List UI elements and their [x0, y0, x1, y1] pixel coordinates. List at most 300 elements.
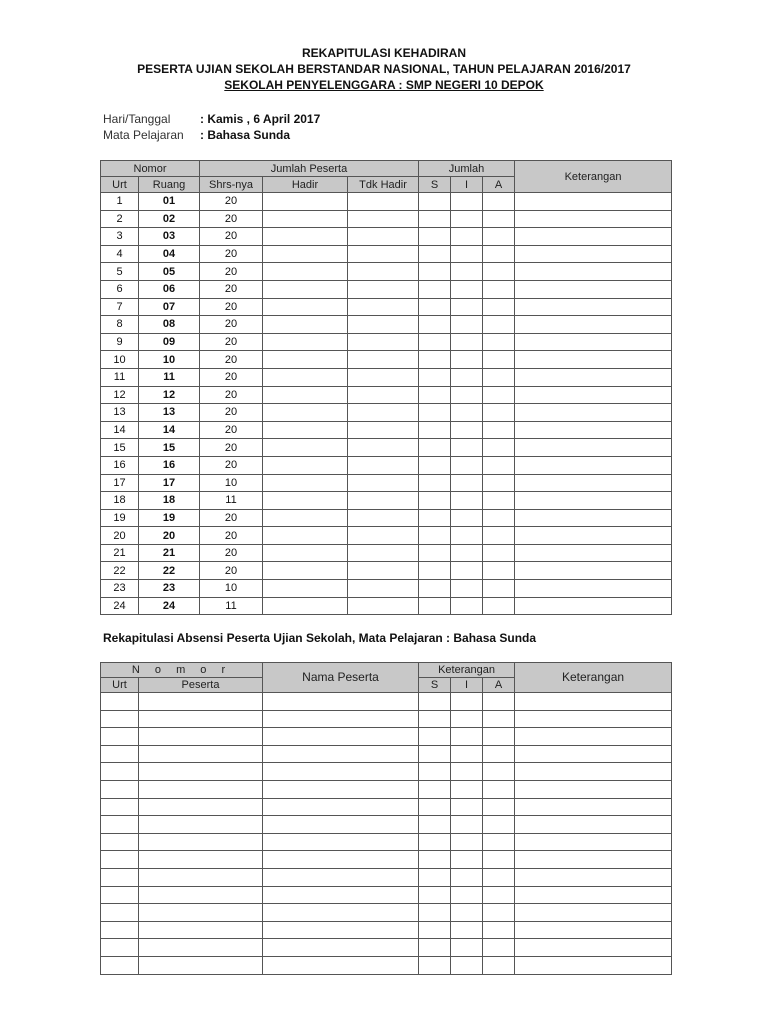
tdk-hadir-cell[interactable]: [348, 439, 419, 457]
urt-cell[interactable]: [101, 780, 139, 798]
a-cell[interactable]: [483, 728, 515, 746]
keterangan-cell[interactable]: [515, 939, 672, 957]
keterangan-cell[interactable]: [515, 597, 672, 615]
peserta-cell[interactable]: [139, 798, 263, 816]
s-cell[interactable]: [419, 263, 451, 281]
keterangan-cell[interactable]: [515, 351, 672, 369]
tdk-hadir-cell[interactable]: [348, 280, 419, 298]
hadir-cell[interactable]: [263, 316, 348, 334]
i-cell[interactable]: [451, 386, 483, 404]
a-cell[interactable]: [483, 298, 515, 316]
s-cell[interactable]: [419, 298, 451, 316]
i-cell[interactable]: [451, 228, 483, 246]
peserta-cell[interactable]: [139, 904, 263, 922]
urt-cell[interactable]: [101, 693, 139, 711]
keterangan-cell[interactable]: [515, 851, 672, 869]
keterangan-cell[interactable]: [515, 693, 672, 711]
a-cell[interactable]: [483, 921, 515, 939]
i-cell[interactable]: [451, 868, 483, 886]
i-cell[interactable]: [451, 509, 483, 527]
tdk-hadir-cell[interactable]: [348, 597, 419, 615]
shrs-cell: 20: [200, 404, 263, 422]
s-cell[interactable]: [419, 921, 451, 939]
table-row: [101, 886, 672, 904]
a-cell[interactable]: [483, 280, 515, 298]
keterangan-cell[interactable]: [515, 210, 672, 228]
a-cell[interactable]: [483, 368, 515, 386]
a-cell[interactable]: [483, 228, 515, 246]
i-cell[interactable]: [451, 544, 483, 562]
s-cell[interactable]: [419, 386, 451, 404]
tdk-hadir-cell[interactable]: [348, 245, 419, 263]
tdk-hadir-cell[interactable]: [348, 368, 419, 386]
peserta-cell[interactable]: [139, 816, 263, 834]
s-cell[interactable]: [419, 544, 451, 562]
hadir-cell[interactable]: [263, 562, 348, 580]
i-cell[interactable]: [451, 921, 483, 939]
s-cell[interactable]: [419, 745, 451, 763]
keterangan-cell[interactable]: [515, 193, 672, 211]
tdk-hadir-cell[interactable]: [348, 544, 419, 562]
keterangan-cell[interactable]: [515, 527, 672, 545]
hadir-cell[interactable]: [263, 263, 348, 281]
a-cell[interactable]: [483, 710, 515, 728]
table-row: [101, 351, 672, 369]
s-cell[interactable]: [419, 351, 451, 369]
hadir-cell[interactable]: [263, 228, 348, 246]
a-cell[interactable]: [483, 386, 515, 404]
table-row: [101, 816, 672, 834]
s-cell[interactable]: [419, 404, 451, 422]
header-tdk-hadir: Tdk Hadir: [348, 177, 419, 193]
shrs-cell: 11: [200, 492, 263, 510]
table-row: [101, 580, 672, 598]
urt-cell: 14: [101, 421, 139, 439]
urt-cell: 19: [101, 509, 139, 527]
urt-cell: 3: [101, 228, 139, 246]
i-cell[interactable]: [451, 210, 483, 228]
ruang-cell: 02: [139, 210, 200, 228]
hadir-cell[interactable]: [263, 351, 348, 369]
s-cell[interactable]: [419, 193, 451, 211]
urt-cell[interactable]: [101, 710, 139, 728]
hadir-cell[interactable]: [263, 439, 348, 457]
s-cell[interactable]: [419, 228, 451, 246]
urt-cell: 10: [101, 351, 139, 369]
nama-peserta-cell[interactable]: [263, 728, 419, 746]
peserta-cell[interactable]: [139, 956, 263, 974]
hadir-cell[interactable]: [263, 421, 348, 439]
a-cell[interactable]: [483, 492, 515, 510]
s-cell[interactable]: [419, 333, 451, 351]
keterangan-cell[interactable]: [515, 404, 672, 422]
a-cell[interactable]: [483, 597, 515, 615]
a-cell[interactable]: [483, 527, 515, 545]
tdk-hadir-cell[interactable]: [348, 404, 419, 422]
header-shrs: Shrs-nya: [200, 177, 263, 193]
urt-cell[interactable]: [101, 904, 139, 922]
i-cell[interactable]: [451, 280, 483, 298]
a-cell[interactable]: [483, 939, 515, 957]
s-cell[interactable]: [419, 833, 451, 851]
nama-peserta-cell[interactable]: [263, 780, 419, 798]
a-cell[interactable]: [483, 439, 515, 457]
i-cell[interactable]: [451, 798, 483, 816]
s-cell[interactable]: [419, 421, 451, 439]
s-cell[interactable]: [419, 368, 451, 386]
a-cell[interactable]: [483, 544, 515, 562]
keterangan-cell[interactable]: [515, 904, 672, 922]
i-cell[interactable]: [451, 439, 483, 457]
hadir-cell[interactable]: [263, 597, 348, 615]
s-cell[interactable]: [419, 956, 451, 974]
table-row: [101, 368, 672, 386]
hadir-cell[interactable]: [263, 404, 348, 422]
nama-peserta-cell[interactable]: [263, 904, 419, 922]
i-cell[interactable]: [451, 474, 483, 492]
s-cell[interactable]: [419, 509, 451, 527]
ruang-cell: 12: [139, 386, 200, 404]
a-cell[interactable]: [483, 904, 515, 922]
tdk-hadir-cell[interactable]: [348, 263, 419, 281]
a-cell[interactable]: [483, 421, 515, 439]
keterangan-cell[interactable]: [515, 439, 672, 457]
a-cell[interactable]: [483, 580, 515, 598]
keterangan-cell[interactable]: [515, 492, 672, 510]
i-cell[interactable]: [451, 693, 483, 711]
urt-cell: 2: [101, 210, 139, 228]
urt-cell[interactable]: [101, 728, 139, 746]
hadir-cell[interactable]: [263, 210, 348, 228]
i-cell[interactable]: [451, 404, 483, 422]
hadir-cell[interactable]: [263, 193, 348, 211]
a-cell[interactable]: [483, 562, 515, 580]
hadir-cell[interactable]: [263, 580, 348, 598]
nama-peserta-cell[interactable]: [263, 886, 419, 904]
tdk-hadir-cell[interactable]: [348, 474, 419, 492]
keterangan-cell[interactable]: [515, 421, 672, 439]
hadir-cell[interactable]: [263, 474, 348, 492]
s-cell[interactable]: [419, 763, 451, 781]
nama-peserta-cell[interactable]: [263, 868, 419, 886]
keterangan-cell[interactable]: [515, 745, 672, 763]
table-row: [101, 527, 672, 545]
s-cell[interactable]: [419, 527, 451, 545]
i-cell[interactable]: [451, 421, 483, 439]
i-cell[interactable]: [451, 527, 483, 545]
table-row: [101, 263, 672, 281]
hadir-cell[interactable]: [263, 368, 348, 386]
hadir-cell[interactable]: [263, 509, 348, 527]
date-info: [103, 111, 320, 127]
peserta-cell[interactable]: [139, 833, 263, 851]
tdk-hadir-cell[interactable]: [348, 298, 419, 316]
urt-cell[interactable]: [101, 868, 139, 886]
i-cell[interactable]: [451, 368, 483, 386]
nama-peserta-cell[interactable]: [263, 921, 419, 939]
keterangan-cell[interactable]: [515, 456, 672, 474]
ruang-cell: 11: [139, 368, 200, 386]
nama-peserta-cell[interactable]: [263, 851, 419, 869]
i-cell[interactable]: [451, 597, 483, 615]
s-cell[interactable]: [419, 492, 451, 510]
a-cell[interactable]: [483, 333, 515, 351]
nama-peserta-cell[interactable]: [263, 939, 419, 957]
a-cell[interactable]: [483, 956, 515, 974]
s-cell[interactable]: [419, 562, 451, 580]
a-cell[interactable]: [483, 798, 515, 816]
keterangan-cell[interactable]: [515, 509, 672, 527]
i-cell[interactable]: [451, 833, 483, 851]
tdk-hadir-cell[interactable]: [348, 316, 419, 334]
keterangan-cell[interactable]: [515, 316, 672, 334]
keterangan-cell[interactable]: [515, 710, 672, 728]
i-cell[interactable]: [451, 816, 483, 834]
i-cell[interactable]: [451, 333, 483, 351]
i-cell[interactable]: [451, 745, 483, 763]
i-cell[interactable]: [451, 562, 483, 580]
hadir-cell[interactable]: [263, 333, 348, 351]
header-i: I: [451, 678, 483, 693]
s-cell[interactable]: [419, 456, 451, 474]
ruang-cell: 17: [139, 474, 200, 492]
a-cell[interactable]: [483, 193, 515, 211]
table-row: [101, 956, 672, 974]
s-cell[interactable]: [419, 886, 451, 904]
i-cell[interactable]: [451, 904, 483, 922]
peserta-cell[interactable]: [139, 780, 263, 798]
a-cell[interactable]: [483, 693, 515, 711]
keterangan-cell[interactable]: [515, 333, 672, 351]
keterangan-cell[interactable]: [515, 833, 672, 851]
urt-cell[interactable]: [101, 763, 139, 781]
nama-peserta-cell[interactable]: [263, 816, 419, 834]
hadir-cell[interactable]: [263, 492, 348, 510]
s-cell[interactable]: [419, 710, 451, 728]
i-cell[interactable]: [451, 763, 483, 781]
peserta-cell[interactable]: [139, 921, 263, 939]
tdk-hadir-cell[interactable]: [348, 562, 419, 580]
a-cell[interactable]: [483, 851, 515, 869]
report-subtitle: PESERTA UJIAN SEKOLAH BERSTANDAR NASIONAL, TAHUN PELAJARAN 2016/2017: [137, 62, 631, 76]
urt-cell[interactable]: [101, 956, 139, 974]
nama-peserta-cell[interactable]: [263, 763, 419, 781]
table-row: [101, 298, 672, 316]
peserta-cell[interactable]: [139, 693, 263, 711]
tdk-hadir-cell[interactable]: [348, 193, 419, 211]
tdk-hadir-cell[interactable]: [348, 456, 419, 474]
keterangan-cell[interactable]: [515, 728, 672, 746]
peserta-cell[interactable]: [139, 763, 263, 781]
tdk-hadir-cell[interactable]: [348, 333, 419, 351]
nama-peserta-cell[interactable]: [263, 693, 419, 711]
keterangan-cell[interactable]: [515, 245, 672, 263]
peserta-cell[interactable]: [139, 710, 263, 728]
nama-peserta-cell[interactable]: [263, 956, 419, 974]
s-cell[interactable]: [419, 280, 451, 298]
urt-cell[interactable]: [101, 798, 139, 816]
i-cell[interactable]: [451, 939, 483, 957]
nama-peserta-cell[interactable]: [263, 833, 419, 851]
a-cell[interactable]: [483, 763, 515, 781]
header-a: A: [483, 678, 515, 693]
keterangan-cell[interactable]: [515, 580, 672, 598]
urt-cell[interactable]: [101, 816, 139, 834]
keterangan-cell[interactable]: [515, 798, 672, 816]
i-cell[interactable]: [451, 710, 483, 728]
a-cell[interactable]: [483, 210, 515, 228]
hadir-cell[interactable]: [263, 280, 348, 298]
urt-cell[interactable]: [101, 886, 139, 904]
i-cell[interactable]: [451, 728, 483, 746]
i-cell[interactable]: [451, 492, 483, 510]
ruang-cell: 04: [139, 245, 200, 263]
tdk-hadir-cell[interactable]: [348, 492, 419, 510]
peserta-cell[interactable]: [139, 886, 263, 904]
keterangan-cell[interactable]: [515, 474, 672, 492]
i-cell[interactable]: [451, 780, 483, 798]
s-cell[interactable]: [419, 597, 451, 615]
tdk-hadir-cell[interactable]: [348, 527, 419, 545]
peserta-cell[interactable]: [139, 851, 263, 869]
keterangan-cell[interactable]: [515, 228, 672, 246]
s-cell[interactable]: [419, 851, 451, 869]
a-cell[interactable]: [483, 509, 515, 527]
peserta-cell[interactable]: [139, 728, 263, 746]
keterangan-cell[interactable]: [515, 868, 672, 886]
nama-peserta-cell[interactable]: [263, 798, 419, 816]
s-cell[interactable]: [419, 580, 451, 598]
keterangan-cell[interactable]: [515, 263, 672, 281]
keterangan-cell[interactable]: [515, 386, 672, 404]
a-cell[interactable]: [483, 816, 515, 834]
tdk-hadir-cell[interactable]: [348, 351, 419, 369]
ruang-cell: 03: [139, 228, 200, 246]
ruang-cell: 06: [139, 280, 200, 298]
tdk-hadir-cell[interactable]: [348, 210, 419, 228]
shrs-cell: 20: [200, 228, 263, 246]
s-cell[interactable]: [419, 693, 451, 711]
hadir-cell[interactable]: [263, 456, 348, 474]
ruang-cell: 05: [139, 263, 200, 281]
urt-cell[interactable]: [101, 921, 139, 939]
keterangan-cell[interactable]: [515, 921, 672, 939]
tdk-hadir-cell[interactable]: [348, 228, 419, 246]
urt-cell[interactable]: [101, 833, 139, 851]
hadir-cell[interactable]: [263, 298, 348, 316]
s-cell[interactable]: [419, 939, 451, 957]
urt-cell: 24: [101, 597, 139, 615]
s-cell[interactable]: [419, 474, 451, 492]
peserta-cell[interactable]: [139, 745, 263, 763]
hadir-cell[interactable]: [263, 245, 348, 263]
a-cell[interactable]: [483, 316, 515, 334]
i-cell[interactable]: [451, 580, 483, 598]
i-cell[interactable]: [451, 245, 483, 263]
a-cell[interactable]: [483, 886, 515, 904]
a-cell[interactable]: [483, 833, 515, 851]
i-cell[interactable]: [451, 886, 483, 904]
keterangan-cell[interactable]: [515, 562, 672, 580]
a-cell[interactable]: [483, 404, 515, 422]
keterangan-cell[interactable]: [515, 816, 672, 834]
ruang-cell: 19: [139, 509, 200, 527]
s-cell[interactable]: [419, 245, 451, 263]
i-cell[interactable]: [451, 298, 483, 316]
keterangan-cell[interactable]: [515, 956, 672, 974]
i-cell[interactable]: [451, 956, 483, 974]
keterangan-cell[interactable]: [515, 544, 672, 562]
peserta-cell[interactable]: [139, 939, 263, 957]
s-cell[interactable]: [419, 816, 451, 834]
s-cell[interactable]: [419, 780, 451, 798]
hadir-cell[interactable]: [263, 386, 348, 404]
s-cell[interactable]: [419, 210, 451, 228]
shrs-cell: 11: [200, 597, 263, 615]
keterangan-cell[interactable]: [515, 780, 672, 798]
header-s: S: [419, 678, 451, 693]
table-row: [101, 474, 672, 492]
i-cell[interactable]: [451, 316, 483, 334]
s-cell[interactable]: [419, 904, 451, 922]
a-cell[interactable]: [483, 474, 515, 492]
header-keterangan-group: Keterangan: [419, 663, 515, 678]
hadir-cell[interactable]: [263, 527, 348, 545]
s-cell[interactable]: [419, 798, 451, 816]
s-cell[interactable]: [419, 728, 451, 746]
a-cell[interactable]: [483, 456, 515, 474]
a-cell[interactable]: [483, 263, 515, 281]
keterangan-cell[interactable]: [515, 763, 672, 781]
i-cell[interactable]: [451, 851, 483, 869]
keterangan-cell[interactable]: [515, 280, 672, 298]
urt-cell[interactable]: [101, 745, 139, 763]
nama-peserta-cell[interactable]: [263, 745, 419, 763]
keterangan-cell[interactable]: [515, 298, 672, 316]
a-cell[interactable]: [483, 245, 515, 263]
s-cell[interactable]: [419, 439, 451, 457]
table-row: [101, 333, 672, 351]
i-cell[interactable]: [451, 456, 483, 474]
header-hadir: Hadir: [263, 177, 348, 193]
urt-cell[interactable]: [101, 851, 139, 869]
shrs-cell: 20: [200, 193, 263, 211]
hadir-cell[interactable]: [263, 544, 348, 562]
tdk-hadir-cell[interactable]: [348, 421, 419, 439]
s-cell[interactable]: [419, 316, 451, 334]
keterangan-cell[interactable]: [515, 886, 672, 904]
tdk-hadir-cell[interactable]: [348, 386, 419, 404]
s-cell[interactable]: [419, 868, 451, 886]
a-cell[interactable]: [483, 745, 515, 763]
i-cell[interactable]: [451, 351, 483, 369]
a-cell[interactable]: [483, 780, 515, 798]
a-cell[interactable]: [483, 868, 515, 886]
tdk-hadir-cell[interactable]: [348, 509, 419, 527]
table-row: [101, 833, 672, 851]
tdk-hadir-cell[interactable]: [348, 580, 419, 598]
shrs-cell: 20: [200, 386, 263, 404]
i-cell[interactable]: [451, 263, 483, 281]
a-cell[interactable]: [483, 351, 515, 369]
urt-cell: 21: [101, 544, 139, 562]
nama-peserta-cell[interactable]: [263, 710, 419, 728]
table-row: [101, 492, 672, 510]
urt-cell[interactable]: [101, 939, 139, 957]
keterangan-cell[interactable]: [515, 368, 672, 386]
i-cell[interactable]: [451, 193, 483, 211]
peserta-cell[interactable]: [139, 868, 263, 886]
